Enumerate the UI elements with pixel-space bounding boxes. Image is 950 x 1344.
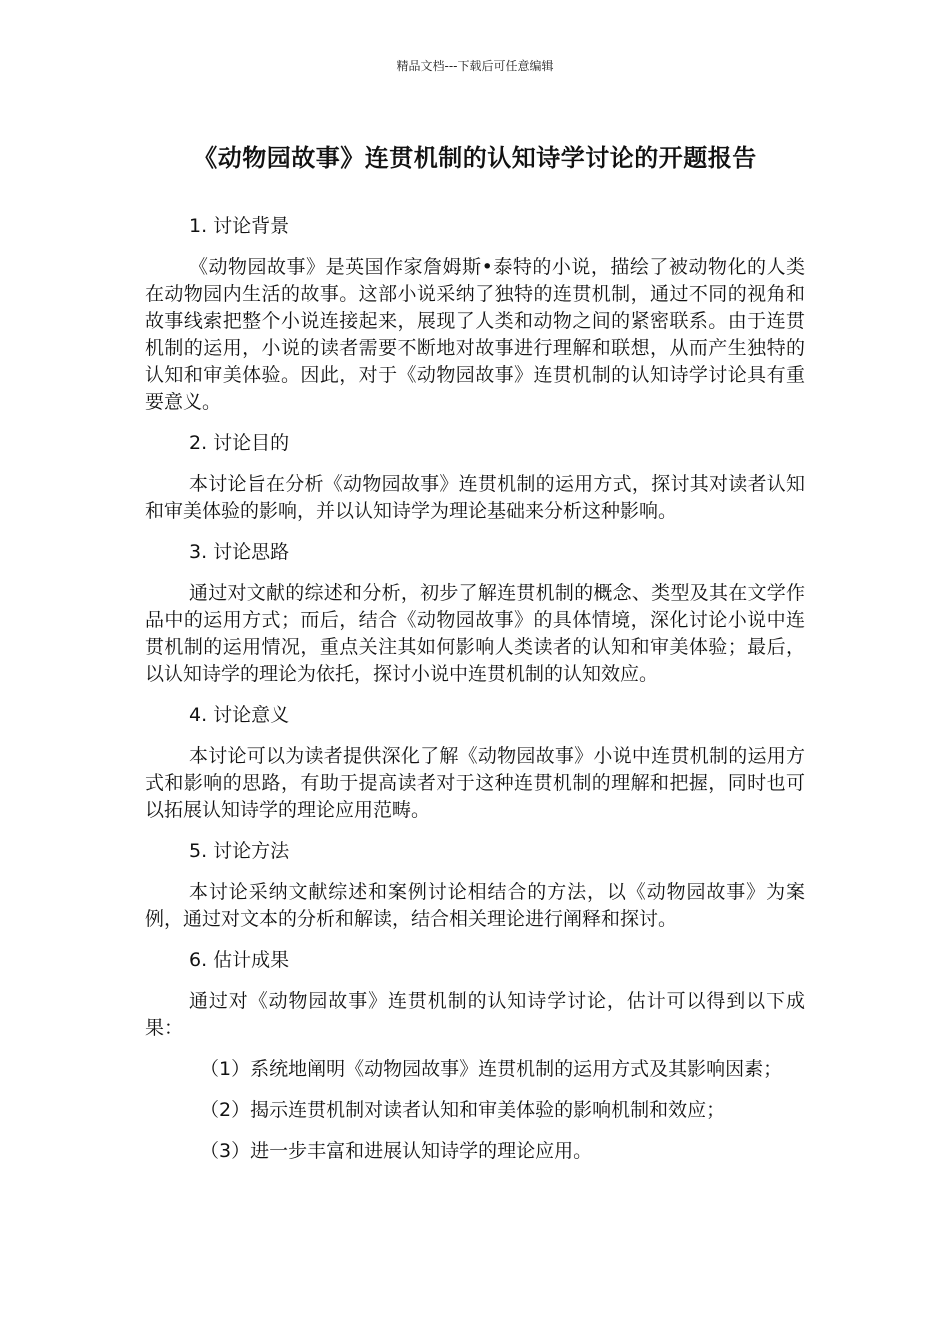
section-heading: 6. 估计成果 (189, 949, 290, 971)
section-heading: 2. 讨论目的 (189, 432, 290, 454)
section-paragraph: 本讨论可以为读者提供深化了解《动物园故事》小说中连贯机制的运用方式和影响的思路，有助于提高读者对于这种连贯机制的理解和把握，同时也可以拓展认知诗学的理论应用范畴。 (145, 745, 805, 821)
section-heading: 5. 讨论方法 (189, 840, 290, 862)
section-expected-results (145, 947, 805, 1165)
document-body (145, 213, 805, 1179)
section-method (145, 838, 805, 933)
result-item: （2）揭示连贯机制对读者认知和审美体验的影响机制和效应； (200, 1099, 726, 1121)
section-heading: 3. 讨论思路 (189, 541, 290, 563)
result-item: （1）系统地阐明《动物园故事》连贯机制的运用方式及其影响因素； (200, 1058, 783, 1080)
section-heading: 4. 讨论意义 (189, 704, 290, 726)
section-paragraph: 本讨论旨在分析《动物园故事》连贯机制的运用方式，探讨其对读者认知和审美体验的影响，并以认知诗学为理论基础来分析这种影响。 (145, 473, 805, 522)
section-paragraph: 本讨论采纳文献综述和案例讨论相结合的方法，以《动物园故事》为案例，通过对文本的分析和解读，结合相关理论进行阐释和探讨。 (145, 881, 805, 930)
section-approach (145, 539, 805, 688)
result-item: （3）进一步丰富和进展认知诗学的理论应用。 (200, 1140, 593, 1162)
section-purpose (145, 430, 805, 525)
section-paragraph: 通过对文献的综述和分析，初步了解连贯机制的概念、类型及其在文学作品中的运用方式；而后，结合《动物园故事》的具体情境，深化讨论小说中连贯机制的运用情况，重点关注其如何影响人类读者的认知和审美体验；最后，以认知诗学的理论为依托，探讨小说中连贯机制的认知效应。 (145, 582, 805, 685)
section-paragraph: 《动物园故事》是英国作家詹姆斯•泰特的小说，描绘了被动物化的人类在动物园内生活的故事。这部小说采纳了独特的连贯机制，通过不同的视角和故事线索把整个小说连接起来，展现了人类和动物之间的紧密联系。由于连贯机制的运用，小说的读者需要不断地对故事进行理解和联想，从而产生独特的认知和审美体验。因此，对于《动物园故事》连贯机制的认知诗学讨论具有重要意义。 (145, 256, 805, 413)
document-title: 《动物园故事》连贯机制的认知诗学讨论的开题报告 (193, 144, 757, 172)
section-paragraph: 通过对《动物园故事》连贯机制的认知诗学讨论，估计可以得到以下成果： (145, 990, 805, 1039)
header-note: 精品文档---下载后可任意编辑 (396, 59, 554, 73)
section-heading: 1. 讨论背景 (189, 215, 290, 237)
section-significance (145, 702, 805, 824)
section-background (145, 213, 805, 416)
